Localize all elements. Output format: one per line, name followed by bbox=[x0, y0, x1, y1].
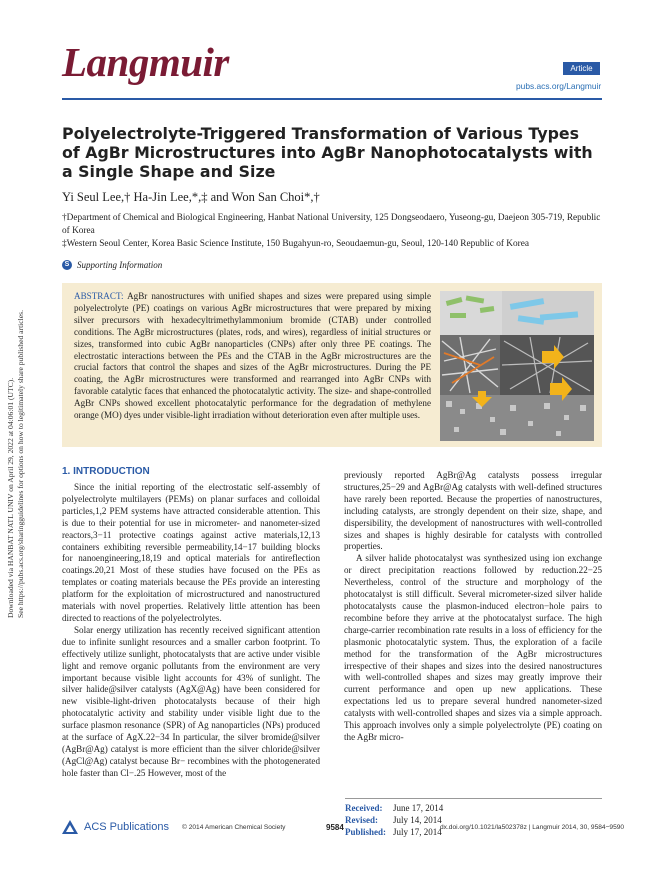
intro-paragraph: previously reported AgBr@Ag catalysts possess irregular structures,25−29 and AgBr@Ag catalysts with well-defined structures have rarely been reported. Because the properties of nanostructures, including catalysts, are strongly dependent on their size, shape, and dispersibility, the development of nanostructures with well-controlled sizes and shapes is highly desirable for catalysts with controlled properties. bbox=[344, 470, 602, 552]
doi-citation[interactable]: dx.doi.org/10.1021/la502378z | Langmuir 2014, 30, 9584−9590 bbox=[440, 824, 625, 831]
intro-paragraph: Solar energy utilization has recently received significant attention due to infinite sunlight resources and a smaller carbon footprint. To effectively utilize sunlight, photocatalysts that are active under visible light and remove organic pollutants from the environment are very important because visible light accounts for 43% of sunlight. The silver halide@silver catalysts (AgX@Ag) have been considered for new visible-light-driven photocatalysts because of their high photocatalytic activity and stability under visible light due to the surface plasmon resonance (SPR) of Ag nanoparticles (NPs) produced at the surface of AgX.22−34 In particular, the silver bromide@silver (AgBr@Ag) catalyst is more efficient than the silver chloride@silver (AgCl@Ag) catalyst because Br− recombines with the photogenerated hole faster than Cl−.25 However, most of the bbox=[62, 624, 320, 778]
side-note-line-1: Downloaded via HANBAT NATL UNIV on April 29, 2022 at 04:06:01 (UTC). bbox=[6, 377, 15, 618]
intro-paragraph: A silver halide photocatalyst was synthesized using ion exchange or direct precipitation reactions followed by reduction.22−25 Nevertheless, control of the structure and morphology of the photocatalyst is still difficult. Several micrometer-sized silver halide photocatalysts cause the plasmon-induced electron−hole pairs to recombine before they arrive at the photocatalyst surface. The high charge-carrier recombination rate results in a loss of efficiency for the plasmonic photocatalytic system. Thus, the exploration of a facile method for the transformation of the AgBr microstructures irrespective of their shapes and sizes into the desired nanostructures with well-controlled shapes and sizes may greatly improve their current performance and open up new applications. These expectations led us to prepare several hundred nanometer-sized catalysts with well-controlled shapes and sizes via a simple approach. This approach involves only a simple polyelectrolyte (PE) coating on the AgBr micro- bbox=[344, 553, 602, 742]
intro-paragraph: Since the initial reporting of the electrostatic self-assembly of polyelectrolyte multilayers (PEMs) on planar surfaces and colloidal particles,1,2 PEM systems have attracted considerable attention. This is due to their potential for use in micrometer- and nanometer-sized reactors,3−11 protective coatings against active materials,12,13 containers exhibiting reversible permeability,14−17 building blocks for nanoengineering,18,19 and optical materials for antireflection coatings.20,21 Most of these studies have focused on the PEs as templates or coating materials because the PEs provide an interesting platform for the exploitation of microstructured and nanostructured materials with novel properties. Relatively little attention has been directed to reactions of the polyelectrolytes. bbox=[62, 482, 320, 623]
date-published: Published: July 17, 2014 bbox=[345, 827, 442, 837]
side-note-line-2: See https://pubs.acs.org/sharingguidelines for options on how to legitimately share published articles. bbox=[16, 310, 25, 618]
toc-panel-cnps bbox=[440, 395, 594, 441]
acs-publications-logo[interactable] bbox=[62, 820, 169, 834]
header-divider bbox=[62, 98, 602, 100]
toc-panel-rods bbox=[502, 291, 594, 335]
journal-url-link[interactable]: pubs.acs.org/Langmuir bbox=[516, 81, 602, 91]
affiliation-2: ‡Western Seoul Center, Korea Basic Science Institute, 150 Bugahyun-ro, Seoudaemun-gu, Seoul, 120-140 Republic of Korea bbox=[62, 239, 529, 249]
publication-dates bbox=[345, 802, 443, 838]
article-type-badge: Article bbox=[563, 62, 600, 75]
article-title: Polyelectrolyte-Triggered Transformation of Various Types of AgBr Microstructures into AgBr Nanophotocatalysts with a Single Shape and Size bbox=[62, 124, 593, 181]
section-heading-introduction: 1. INTRODUCTION bbox=[62, 466, 150, 477]
abstract bbox=[74, 291, 431, 422]
supporting-info-icon: S bbox=[62, 260, 72, 270]
supporting-info-label: Supporting Information bbox=[77, 260, 163, 270]
toc-graphic-svg bbox=[440, 291, 594, 441]
supporting-information-link[interactable] bbox=[62, 260, 162, 270]
publisher-name: ACS Publications bbox=[84, 821, 169, 833]
affiliation-1: †Department of Chemical and Biological Engineering, Hanbat National University, 125 Dongseodaero, Yuseong-gu, Daejeon 305-719, Republic of Korea bbox=[62, 213, 601, 236]
page-number: 9584 bbox=[326, 823, 344, 832]
abstract-label: ABSTRACT: bbox=[74, 291, 124, 301]
acs-logo-icon bbox=[62, 820, 78, 834]
dates-divider bbox=[345, 798, 602, 799]
date-revised: Revised: July 14, 2014 bbox=[345, 815, 442, 825]
intro-left-column bbox=[62, 482, 320, 780]
abstract-body: AgBr nanostructures with unified shapes and sizes were prepared using simple polyelectrolyte (PE) coatings on various AgBr microstructures that were prepared by mixing silver precursors with hexadecyltrimethylammonium bromide (CTAB) under controlled conditions. The AgBr microstructures (plates, rods, and wires), regardless of initial structures or sizes, transformed into cubic AgBr nanoparticles (CNPs) after only three PE coatings. The electrostatic interactions between the PEs and the CTAB in the AgBr microstructures are the crucial factors that control the shapes and sizes of the AgBr microstructures. During the PE coating, the AgBr microstructures were transformed and rearranged into AgBr CNPs with favorable catalytic faces that enhanced the photocatalytic activity. The size- and shape-controlled AgBr CNPs showed excellent photocatalytic performance for the degradation of methylene orange (MO) dyes under visible-light irradiation without deterioration even after multiple uses. bbox=[74, 291, 431, 421]
author-list: Yi Seul Lee,† Ha-Jin Lee,*,‡ and Won San Choi*,† bbox=[62, 190, 320, 204]
toc-graphic bbox=[440, 291, 594, 441]
copyright-notice: © 2014 American Chemical Society bbox=[182, 824, 286, 831]
journal-logo: Langmuir bbox=[62, 39, 229, 85]
date-received: Received: June 17, 2014 bbox=[345, 803, 444, 813]
intro-right-column bbox=[344, 470, 602, 744]
download-side-note bbox=[2, 240, 28, 620]
